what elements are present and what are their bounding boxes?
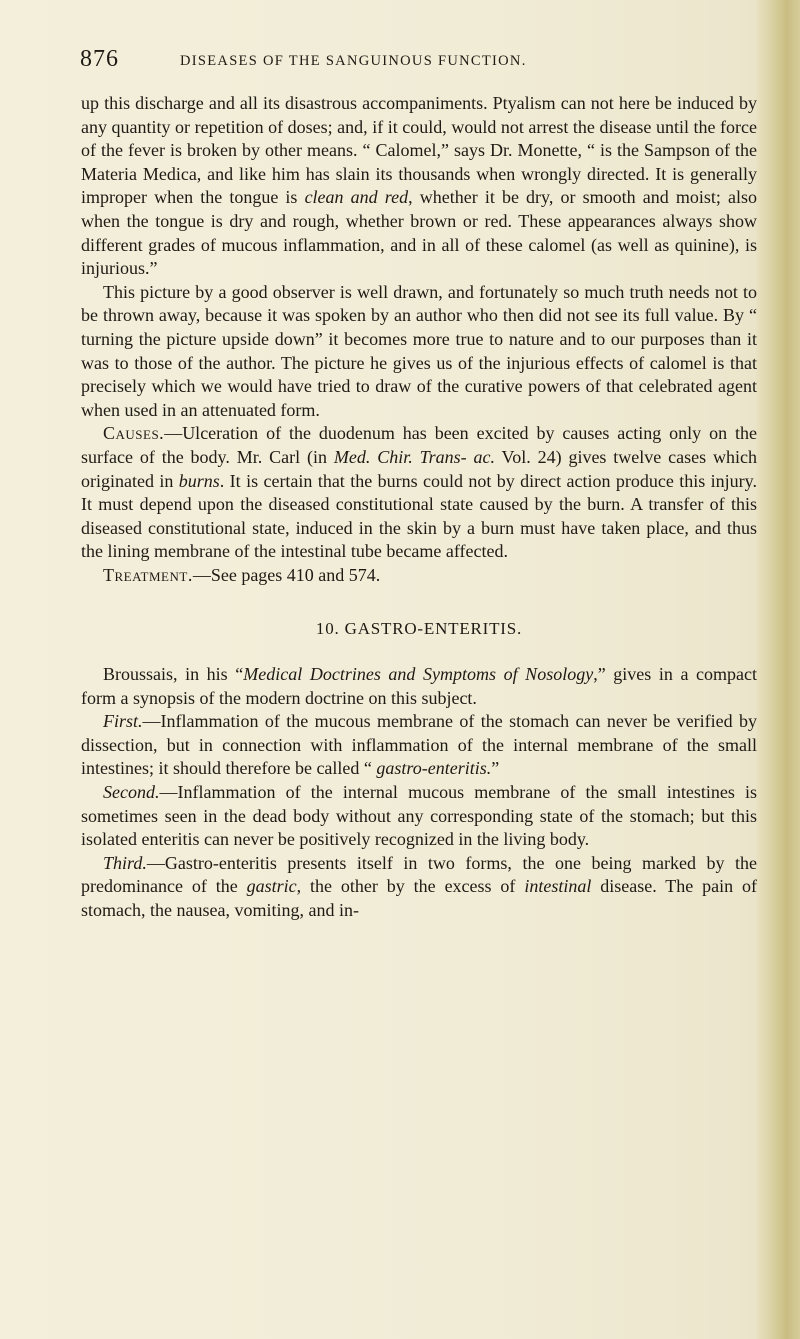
text-run: ,” gives in a compact form a synopsis of the modern doctrine on this subject. [81,664,757,708]
text-run: 10. GASTRO-ENTERITIS. [315,619,523,639]
paragraph [81,663,757,710]
small-caps-heading: Treatment. [103,564,193,585]
italic-text: gastric [246,876,297,897]
text-run: , whether it be dry, or smooth and moist; also when the tongue is dry and rough, whether brown or red. These appearances always show different grades of mucous inflammation, and in all of these calomel (as well as quinine), is injurious.” [81,187,757,279]
text-run: —Inflammation of the mucous membrane of the stomach can never be verified by dissection, but in connection with inflammation of the internal membrane of the small intestines; it should therefore be called “ [81,711,757,779]
italic-text: Third. [103,852,147,873]
small-caps-heading: Causes. [103,423,165,444]
text-run: , the other by the excess of [296,876,525,897]
page-header [80,46,760,74]
paragraph [81,564,757,588]
text-run: —Inflammation of the internal mucous membrane of the small intestines is sometimes seen in the dead body without any corresponding state of the stomach; but this isolated enteritis can never be positively recognized in the living body. [81,782,757,850]
text-run: Vol. 24) gives twelve cases which originated in [81,446,757,491]
italic-text: Medical Doctrines and Symptoms of Nosology [243,664,594,685]
running-title: DISEASES OF THE SANGUINOUS FUNCTION. [180,53,527,69]
body-text [81,92,757,923]
italic-text: burns [178,470,220,491]
paragraph [81,852,757,923]
paragraph [81,422,757,564]
italic-text: intestinal [524,876,592,897]
text-run: ” [491,758,500,779]
text-run: disease. The pain of stomach, the nausea, vomiting, and in- [81,876,758,920]
section-heading [81,617,757,641]
italic-text: Second. [103,782,160,803]
page-number: 876 [80,46,119,72]
text-run: —Gastro-enteritis presents itself in two forms, the one being marked by the predominance of the [81,852,757,897]
paragraph [81,281,757,423]
italic-text: First. [103,711,143,732]
text-run: This picture by a good observer is well drawn, and fortunately so much truth needs not to be thrown away, because it was spoken by an author who then did not see its full value. By “ turning the picture upside down” it becomes more true to nature and to our purposes than it was to those of the author. The picture he gives us of the injurious effects of calomel is that precisely which we would have tried to draw of the curative powers of that celebrated agent when used in an attenuated form. [81,281,757,420]
text-run: —Ulceration of the duodenum has been excited by causes acting only on the surface of the body. Mr. Carl (in [81,423,757,467]
text-run: up this discharge and all its disastrous accompaniments. Ptyalism can not here be induced by any quantity or repetition of doses; and, if it could, would not arrest the disease until the force of the fever is broken by other means. “ Calomel,” says Dr. Monette, “ is the Sampson of the Materia Medica, and like him has slain its thousands when wrongly directed. It is generally improper when the tongue is [81,93,757,208]
paragraph [81,92,757,281]
text-run: Broussais, in his “ [103,664,244,685]
text-run: . It is certain that the burns could not by direct action produce this injury. It must depend upon the diseased constitutional state caused by the burn. A transfer of this diseased constitutional state, induced in the skin by a burn must have taken place, and thus the lining membrane of the intestinal tube became affected. [81,470,757,562]
italic-text: Med. Chir. Trans- ac. [333,446,495,467]
italic-text: gastro-enteritis. [376,758,492,779]
text-run: —See pages 410 and 574. [192,564,381,585]
paragraph [81,710,757,781]
page-edge [756,0,800,1339]
paragraph [81,781,757,852]
italic-text: clean and red [304,187,409,208]
